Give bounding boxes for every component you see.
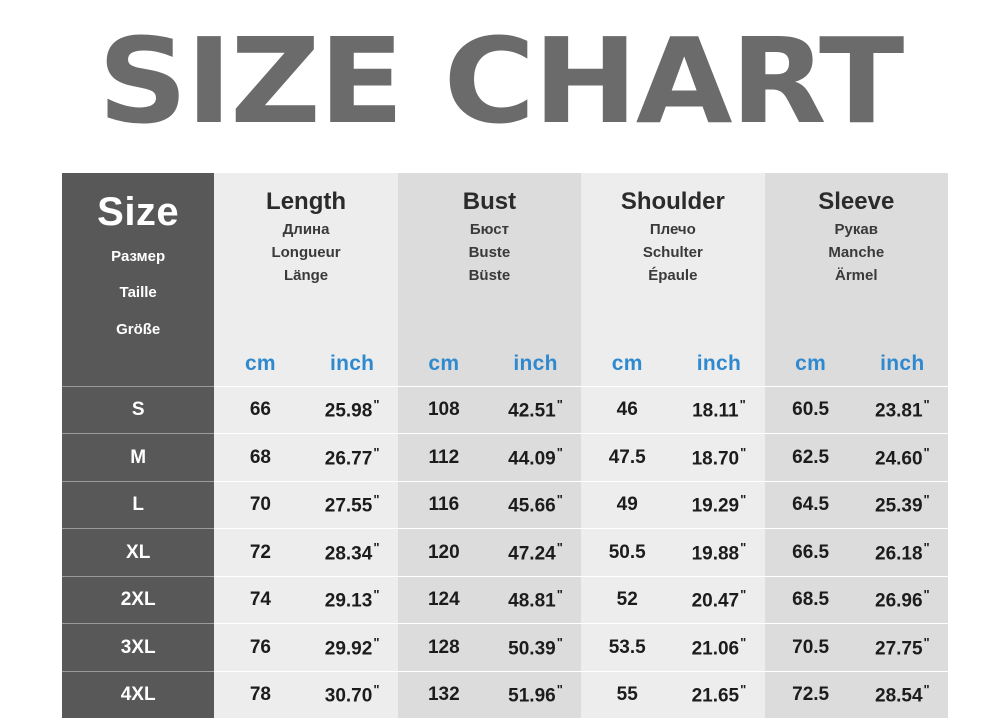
cell-bust-cm: 112 (398, 434, 490, 482)
inch-mark: " (373, 682, 380, 698)
cell-shoulder-inch-value: 21.06 (691, 638, 740, 660)
cell-sleeve-cm: 72.5 (765, 671, 857, 718)
cell-length-cm: 66 (214, 386, 306, 434)
inch-mark: " (556, 682, 563, 698)
cell-bust-inch (490, 481, 581, 529)
cell-sleeve-inch-value: 23.81 (875, 400, 923, 422)
cell-shoulder-inch (673, 671, 764, 718)
cell-bust-inch-value: 48.81 (508, 590, 556, 612)
cell-bust-cm: 128 (398, 624, 490, 672)
group-shoulder-fr: Schulter (642, 243, 703, 261)
inch-mark: " (923, 682, 930, 698)
row-size-label: L (62, 481, 214, 529)
group-name-bust: Bust (462, 188, 517, 215)
cell-shoulder-inch-value: 19.88 (691, 543, 740, 565)
cell-sleeve-inch (857, 481, 948, 529)
inch-mark: " (373, 444, 380, 460)
cell-bust-inch-value: 44.09 (508, 448, 556, 470)
group-name-shoulder: Shoulder (620, 188, 725, 215)
row-size-label: 4XL (62, 671, 214, 718)
header-row (62, 173, 948, 342)
inch-mark: " (373, 634, 380, 650)
cell-sleeve-cm: 70.5 (765, 624, 857, 672)
unit-bust-cm: cm (398, 342, 490, 387)
cell-bust-inch (490, 529, 581, 577)
inch-mark: " (923, 444, 930, 460)
inch-mark: " (739, 397, 746, 413)
group-header-bust (398, 173, 581, 342)
inch-mark: " (740, 587, 747, 603)
size-chart-table (62, 173, 948, 718)
size-header-translation-ru: Размер (111, 248, 166, 265)
cell-sleeve-inch-value: 27.75 (875, 638, 923, 660)
cell-length-inch (307, 481, 398, 529)
cell-bust-inch-value: 47.24 (508, 543, 556, 565)
group-sleeve-de: Ärmel (835, 266, 878, 284)
cell-length-inch (307, 434, 398, 482)
cell-sleeve-cm: 62.5 (765, 434, 857, 482)
inch-mark: " (373, 587, 380, 603)
inch-mark: " (556, 539, 563, 555)
cell-length-cm: 76 (214, 624, 306, 672)
group-header-sleeve (765, 173, 948, 342)
inch-mark: " (740, 444, 747, 460)
group-header-length (214, 173, 397, 342)
cell-shoulder-inch (673, 386, 764, 434)
cell-length-inch (307, 386, 398, 434)
cell-shoulder-cm: 50.5 (581, 529, 673, 577)
cell-shoulder-inch-value: 20.47 (691, 590, 740, 612)
group-sleeve-ru: Рукав (834, 221, 878, 238)
row-size-label: XL (62, 529, 214, 577)
cell-length-inch-value: 26.77 (324, 448, 373, 470)
cell-length-inch-value: 30.70 (324, 685, 373, 707)
cell-bust-inch (490, 671, 581, 718)
group-shoulder-ru: Плечо (649, 221, 696, 238)
cell-shoulder-inch-value: 21.65 (691, 685, 740, 707)
cell-shoulder-cm: 52 (581, 576, 673, 624)
cell-length-inch-value: 28.34 (324, 543, 373, 565)
inch-mark: " (923, 397, 930, 413)
unit-sleeve-cm: cm (765, 342, 857, 387)
group-name-sleeve: Sleeve (818, 188, 895, 215)
cell-length-cm: 72 (214, 529, 306, 577)
inch-mark: " (923, 539, 930, 555)
cell-length-cm: 74 (214, 576, 306, 624)
cell-shoulder-inch-value: 19.29 (691, 495, 740, 517)
cell-sleeve-inch (857, 671, 948, 718)
cell-bust-inch (490, 624, 581, 672)
cell-length-cm: 70 (214, 481, 306, 529)
cell-shoulder-cm: 55 (581, 671, 673, 718)
cell-sleeve-cm: 68.5 (765, 576, 857, 624)
row-size-label: S (62, 386, 214, 434)
group-bust-fr: Buste (468, 243, 511, 261)
cell-length-cm: 78 (214, 671, 306, 718)
group-length-de: Länge (283, 266, 329, 284)
cell-length-inch (307, 576, 398, 624)
cell-sleeve-inch (857, 624, 948, 672)
cell-bust-cm: 132 (398, 671, 490, 718)
group-length-ru: Длина (282, 221, 330, 238)
cell-length-inch-value: 25.98 (324, 400, 373, 422)
unit-length-cm: cm (214, 342, 306, 387)
cell-bust-cm: 116 (398, 481, 490, 529)
cell-length-inch-value: 29.92 (324, 638, 373, 660)
cell-sleeve-cm: 66.5 (765, 529, 857, 577)
cell-length-inch (307, 671, 398, 718)
unit-sleeve-inch: inch (857, 342, 948, 387)
cell-bust-inch (490, 576, 581, 624)
cell-bust-cm: 108 (398, 386, 490, 434)
group-shoulder-de: Épaule (648, 266, 698, 284)
cell-length-inch (307, 529, 398, 577)
cell-bust-inch-value: 50.39 (508, 638, 556, 660)
cell-length-inch (307, 624, 398, 672)
inch-mark: " (740, 634, 747, 650)
size-header-title: Size (97, 190, 180, 234)
cell-bust-cm: 124 (398, 576, 490, 624)
cell-sleeve-inch-value: 26.96 (875, 590, 923, 612)
cell-shoulder-inch-value: 18.11 (692, 400, 739, 422)
table-row (62, 386, 948, 434)
group-bust-ru: Бюст (469, 221, 509, 238)
cell-sleeve-inch (857, 386, 948, 434)
inch-mark: " (556, 587, 563, 603)
cell-bust-inch-value: 51.96 (508, 685, 556, 707)
row-size-label: 3XL (62, 624, 214, 672)
inch-mark: " (740, 682, 747, 698)
size-header-translation-fr: Taille (119, 284, 157, 302)
table-row (62, 576, 948, 624)
cell-shoulder-inch (673, 529, 764, 577)
cell-shoulder-inch (673, 624, 764, 672)
inch-mark: " (740, 539, 747, 555)
cell-sleeve-inch (857, 529, 948, 577)
table-row (62, 481, 948, 529)
size-header-translation-de: Größe (116, 320, 161, 338)
group-name-length: Length (266, 188, 347, 215)
inch-mark: " (556, 492, 563, 508)
table-row (62, 624, 948, 672)
inch-mark: " (923, 492, 930, 508)
cell-bust-inch (490, 386, 581, 434)
page-title: SIZE CHART (97, 12, 903, 150)
size-chart-table-wrapper (62, 173, 948, 718)
cell-sleeve-inch-value: 25.39 (875, 495, 923, 517)
table-row (62, 671, 948, 718)
unit-bust-inch: inch (490, 342, 581, 387)
unit-blank-cell (62, 342, 214, 387)
group-length-fr: Longueur (271, 243, 341, 261)
cell-shoulder-inch (673, 481, 764, 529)
table-row (62, 529, 948, 577)
group-sleeve-fr: Manche (828, 243, 885, 261)
cell-sleeve-inch-value: 26.18 (875, 543, 923, 565)
row-size-label: 2XL (62, 576, 214, 624)
inch-mark: " (923, 634, 930, 650)
cell-sleeve-inch-value: 24.60 (875, 448, 923, 470)
cell-length-inch-value: 29.13 (324, 590, 373, 612)
cell-sleeve-inch (857, 434, 948, 482)
cell-length-inch-value: 27.55 (324, 495, 373, 517)
unit-shoulder-cm: cm (581, 342, 673, 387)
size-header-cell (62, 173, 214, 342)
inch-mark: " (373, 397, 380, 413)
inch-mark: " (556, 634, 563, 650)
cell-bust-inch (490, 434, 581, 482)
cell-bust-cm: 120 (398, 529, 490, 577)
cell-sleeve-inch (857, 576, 948, 624)
cell-shoulder-inch (673, 576, 764, 624)
unit-row (62, 342, 948, 387)
unit-shoulder-inch: inch (673, 342, 764, 387)
cell-shoulder-cm: 53.5 (581, 624, 673, 672)
inch-mark: " (923, 587, 930, 603)
inch-mark: " (373, 492, 380, 508)
unit-length-inch: inch (307, 342, 398, 387)
cell-shoulder-cm: 46 (581, 386, 673, 434)
row-size-label: M (62, 434, 214, 482)
cell-sleeve-cm: 60.5 (765, 386, 857, 434)
cell-shoulder-inch (673, 434, 764, 482)
cell-shoulder-cm: 47.5 (581, 434, 673, 482)
group-bust-de: Büste (468, 266, 511, 284)
cell-bust-inch-value: 42.51 (508, 400, 556, 422)
inch-mark: " (556, 444, 563, 460)
inch-mark: " (556, 397, 563, 413)
cell-sleeve-cm: 64.5 (765, 481, 857, 529)
table-row (62, 434, 948, 482)
cell-sleeve-inch-value: 28.54 (875, 685, 923, 707)
group-header-shoulder (581, 173, 764, 342)
cell-bust-inch-value: 45.66 (508, 495, 556, 517)
inch-mark: " (740, 492, 747, 508)
cell-shoulder-cm: 49 (581, 481, 673, 529)
cell-shoulder-inch-value: 18.70 (691, 448, 740, 470)
inch-mark: " (373, 539, 380, 555)
cell-length-cm: 68 (214, 434, 306, 482)
